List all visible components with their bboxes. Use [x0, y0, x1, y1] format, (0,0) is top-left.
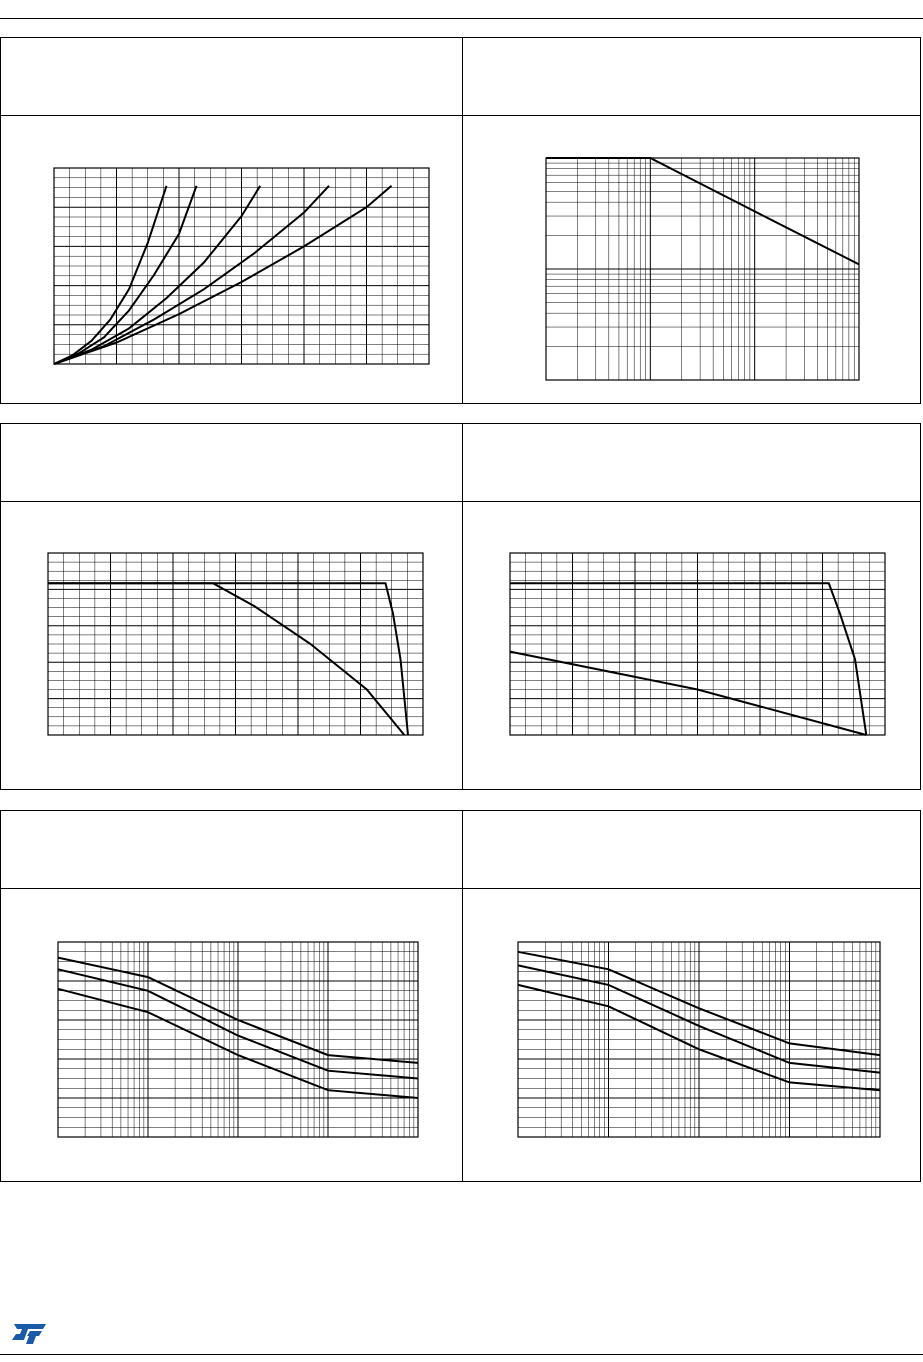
series-line-2 — [48, 583, 408, 735]
chart-4 — [510, 553, 885, 735]
series-line-1 — [54, 186, 167, 364]
series-line-2 — [54, 186, 197, 364]
st-logo-icon — [8, 1318, 48, 1346]
chart-6 — [518, 942, 880, 1137]
chart-2 — [546, 158, 859, 380]
chart-5 — [58, 942, 418, 1137]
table-row-rule — [1, 501, 920, 502]
series-line-1 — [546, 158, 859, 264]
table-divider — [462, 811, 463, 1181]
chart-1 — [54, 168, 429, 364]
table-divider — [462, 38, 463, 403]
header-rule — [0, 18, 923, 19]
table-divider — [462, 424, 463, 789]
series-line-1 — [510, 583, 866, 735]
series-line-1 — [48, 583, 404, 735]
series-line-2 — [510, 652, 866, 735]
chart-3 — [48, 553, 423, 735]
table-row-rule — [1, 115, 920, 116]
table-row-rule — [1, 888, 920, 889]
footer-rule — [0, 1354, 923, 1355]
